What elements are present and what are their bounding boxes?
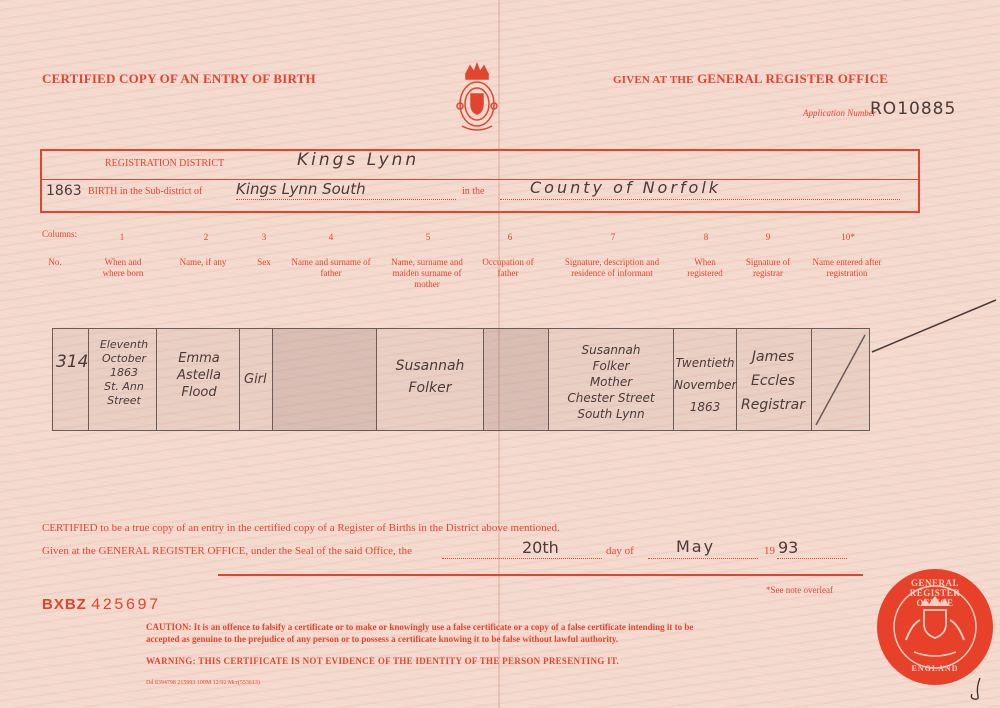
name-line-2: Astella	[177, 368, 221, 383]
day-of-label: day of	[606, 545, 634, 557]
informant-line-3: Mother	[589, 375, 633, 389]
month-line	[648, 558, 758, 559]
caution-text-1: It is an offence to falsify a certificate or to make or knowingly use a false certificate or a copy of a false certificate intending it to be	[193, 622, 694, 632]
serial-prefix: BXBZ	[42, 596, 87, 613]
informant-line-2: Folker	[592, 359, 630, 373]
col-header-informant: Signature, description and residence of informant	[564, 257, 660, 278]
cell-no	[53, 329, 89, 430]
registration-divider	[42, 179, 918, 180]
serial-digits: 425697	[90, 596, 161, 614]
certified-day: 20th	[522, 538, 559, 557]
col-num-7: 7	[610, 232, 616, 242]
informant-line-1: Susannah	[581, 343, 641, 357]
entry-number-value: 314	[56, 352, 89, 372]
initial-mark-icon	[966, 676, 988, 702]
issuing-office-prefix: GIVEN AT THE	[613, 74, 694, 86]
year-prefix: 19	[764, 545, 775, 557]
county-value: County of Norfolk	[530, 178, 722, 197]
cell-occupation	[484, 329, 549, 430]
when-line-1: Eleventh	[99, 338, 149, 351]
registrar-line-3: Registrar	[741, 397, 805, 413]
certified-statement: CERTIFIED to be a true copy of an entry in the certified copy of a Register of Births in the District above mentioned.	[42, 522, 560, 534]
mother-line-1: Susannah	[395, 358, 465, 374]
signature-rule	[218, 574, 863, 576]
name-line-3: Flood	[181, 385, 217, 400]
col-header-name-after: Name entered after registration	[812, 257, 882, 278]
entry-when-where	[91, 338, 157, 408]
col-num-3: 3	[261, 232, 267, 242]
col-num-4: 4	[328, 232, 334, 242]
print-code: Dd 8394798 215993 100M 12/92 Mcr(553613)	[146, 680, 260, 686]
in-the-label: in the	[462, 186, 485, 197]
district-value: Kings Lynn	[297, 150, 420, 170]
entry-sex: Girl	[244, 372, 267, 387]
certificate-title: CERTIFIED COPY OF AN ENTRY OF BIRTH	[42, 71, 316, 86]
entry-informant	[550, 342, 672, 422]
application-number: RO10885	[870, 99, 957, 119]
application-number-label: Application Number	[803, 108, 877, 118]
informant-line-5: South Lynn	[577, 407, 645, 421]
entry-mother	[378, 355, 482, 399]
col-header-when-where: When and where born	[102, 257, 144, 278]
col-num-2: 2	[203, 232, 209, 242]
registrar-line-1: James	[751, 349, 795, 365]
col-num-5: 5	[425, 232, 431, 242]
see-note: *See note overleaf	[766, 585, 833, 595]
cell-father	[273, 329, 377, 430]
name-line-1: Emma	[178, 351, 220, 366]
col-header-when-registered: When registered	[687, 257, 723, 278]
royal-crest-icon	[452, 62, 502, 138]
caution-line-2: accepted as genuine to the prejudice of any person or to possess a certificate knowing it to be false without lawful authority.	[146, 634, 619, 644]
col-header-name: Name, if any	[179, 257, 227, 267]
mother-line-2: Folker	[408, 380, 452, 396]
issuing-office-name: GENERAL REGISTER OFFICE	[697, 71, 889, 86]
given-statement: Given at the GENERAL REGISTER OFFICE, under the Seal of the said Office, the	[42, 545, 412, 557]
when-line-4: St. Ann	[104, 380, 144, 393]
registrar-line-2: Eccles	[750, 373, 796, 389]
col-header-sex: Sex	[257, 257, 271, 267]
caution-line-1	[146, 622, 693, 632]
entry-name	[160, 350, 238, 401]
caution-label: CAUTION:	[146, 622, 192, 632]
informant-line-4: Chester Street	[567, 391, 655, 405]
col-header-occupation: Occupation of father	[482, 257, 534, 278]
col-header-father: Name and surname of father	[291, 257, 371, 278]
col-num-6: 6	[507, 232, 513, 242]
when-line-2: October	[101, 352, 147, 365]
certified-year: 93	[778, 538, 799, 557]
col-num-1: 1	[119, 232, 125, 242]
col-header-registrar: Signature of registrar	[745, 257, 791, 278]
subdistrict-line	[236, 199, 456, 200]
seal-bottom-text: ENGLAND	[911, 664, 959, 673]
subdistrict-value: Kings Lynn South	[236, 180, 366, 198]
col-num-8: 8	[703, 232, 709, 242]
col-header-no: No.	[48, 257, 62, 267]
subdistrict-label: BIRTH in the Sub-district of	[88, 186, 203, 197]
registered-line-2: November	[674, 378, 737, 392]
registration-year: 1863	[46, 183, 82, 199]
columns-label: Columns:	[42, 229, 78, 239]
pen-stroke-icon	[870, 298, 998, 354]
issuing-office	[613, 71, 888, 87]
when-line-5: Street	[107, 394, 141, 407]
serial-number	[42, 596, 160, 614]
year-line	[777, 558, 847, 559]
col-num-10: 10*	[841, 232, 855, 242]
district-label: REGISTRATION DISTRICT	[105, 158, 225, 169]
cancel-stroke-icon	[812, 329, 869, 430]
entry-registrar	[737, 345, 809, 417]
registered-line-3: 1863	[689, 400, 721, 414]
county-line	[500, 199, 900, 200]
registered-line-1: Twentieth	[675, 356, 735, 370]
seal-top-text: GENERAL REGISTER OFFICE	[909, 578, 961, 608]
entry-when-registered	[674, 352, 736, 418]
when-line-3: 1863	[110, 366, 138, 379]
col-num-9: 9	[765, 232, 771, 242]
warning-text: WARNING: THIS CERTIFICATE IS NOT EVIDENCE OF THE IDENTITY OF THE PERSON PRESENTING IT.	[146, 656, 620, 666]
col-header-mother: Name, surname and maiden surname of mother	[391, 257, 463, 289]
day-line	[442, 558, 602, 559]
certified-month: May	[676, 537, 716, 556]
